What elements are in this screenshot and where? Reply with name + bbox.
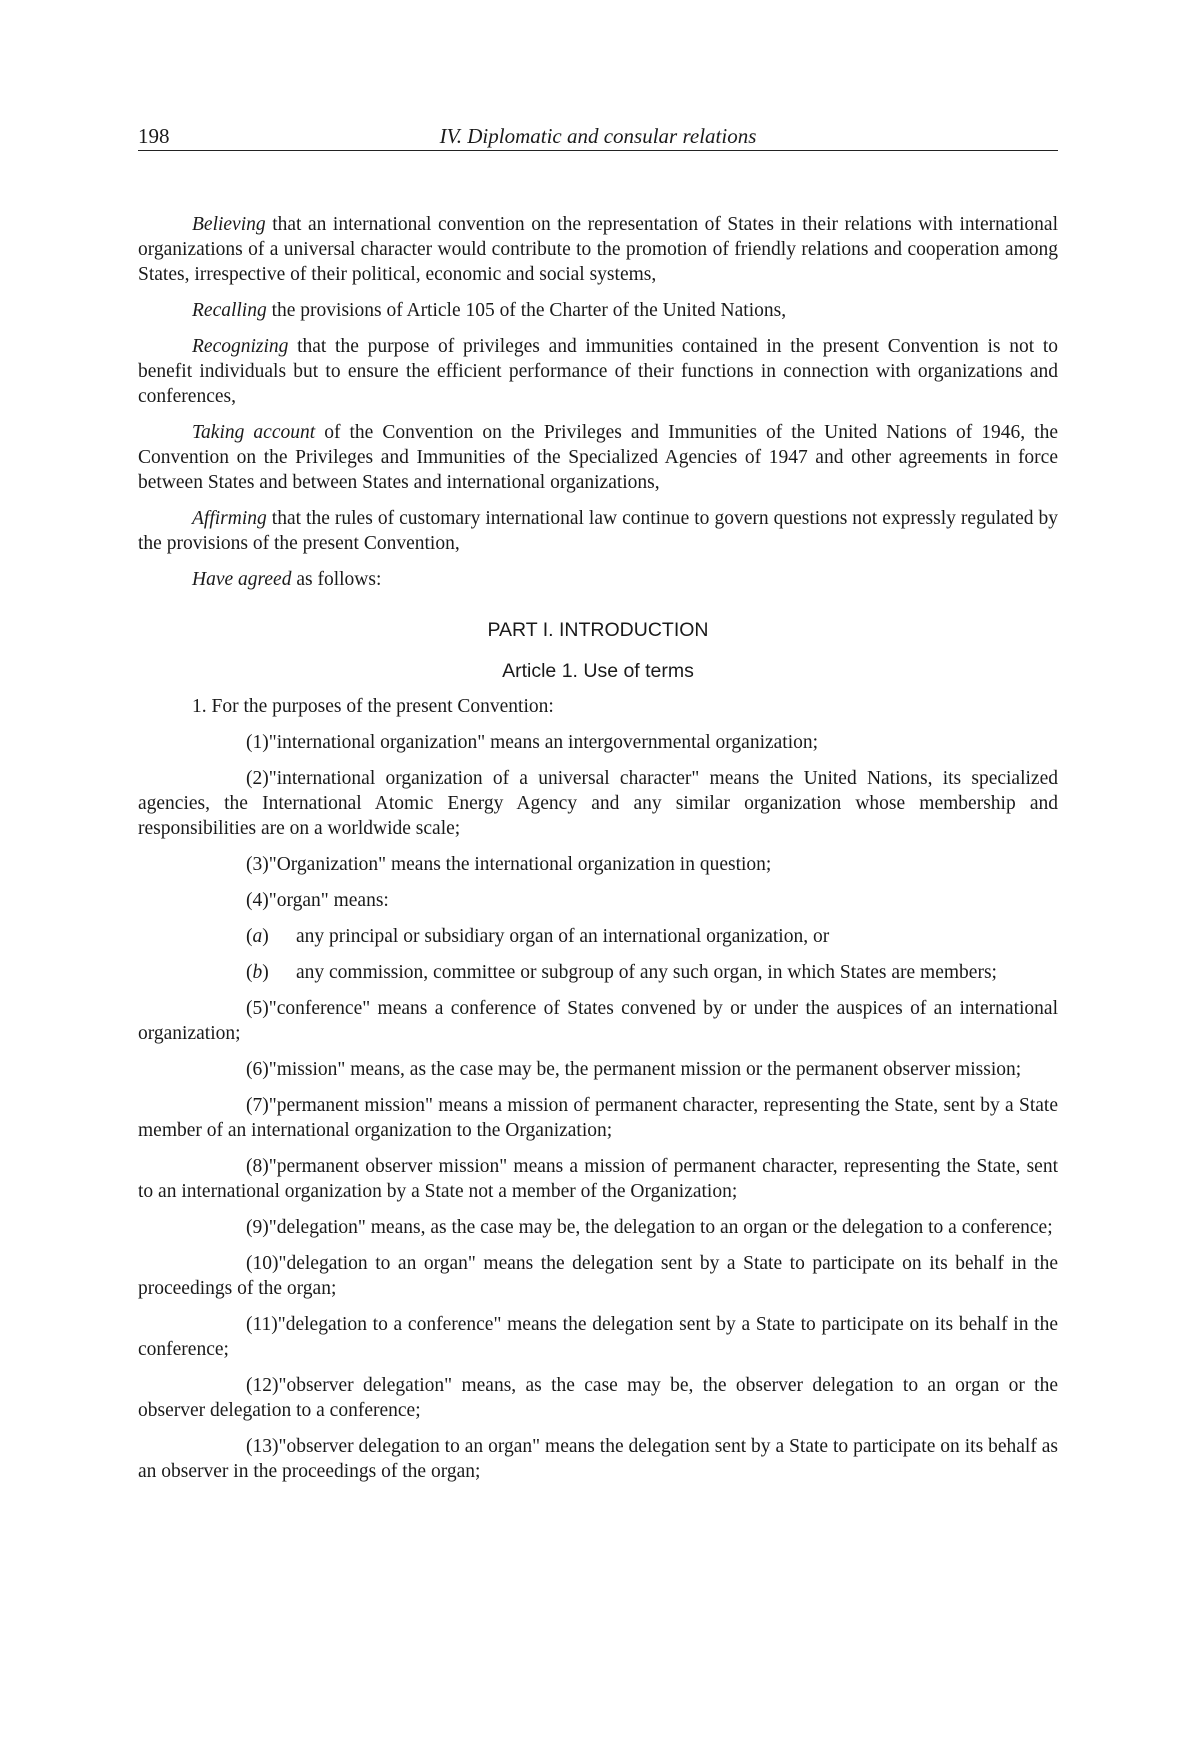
definition-item [138,1312,1058,1362]
preamble-lead: Have agreed [192,569,292,590]
definition-number: (11) [246,1314,278,1335]
preamble-text: as follows: [291,569,382,590]
preamble-text: that an international convention on the representation of States in their relations with international organizations of a universal character would contribute to the promotion of friendly relations and cooperation among States, irrespective of their political, economic and social systems, [138,214,1058,285]
preamble-lead: Taking account [192,422,316,443]
definition-item [138,1154,1058,1204]
subitem-label: (b) [246,962,269,983]
definition-text: "permanent mission" means a mission of permanent character, representing the State, sent by a State member of an international organization to the Organization; [138,1095,1058,1141]
definition-number: (5) [246,998,269,1019]
definition-text: "organ" means: [268,890,389,911]
article-heading: Article 1. Use of terms [502,660,694,682]
preamble-paragraph [138,334,1058,409]
preamble-text: of the Convention on the Privileges and Immunities of the United Nations of 1946, the Convention on the Privileges and Immunities of the Specialized Agencies of 1947 and other agreements in force between States and between States and international organizations, [138,422,1058,493]
definition-item [138,1215,1058,1240]
definition-item [138,730,1058,755]
definition-item [138,996,1058,1046]
preamble-lead: Believing [192,214,266,235]
definition-number: (12) [246,1375,279,1396]
definition-text: "delegation to a conference" means the delegation sent by a State to participate on its behalf in the conference; [138,1314,1058,1360]
preamble-paragraph [138,567,1058,592]
definition-text: "Organization" means the international organization in question; [268,854,772,875]
definition-text: "observer delegation" means, as the case may be, the observer delegation to an organ or the observer delegation to a conference; [138,1375,1058,1421]
definition-number: (3) [246,854,269,875]
definition-item [138,1251,1058,1301]
definition-text: "delegation to an organ" means the delegation sent by a State to participate on its behalf in the proceedings of the organ; [138,1253,1058,1299]
body-text [138,212,1058,1495]
definition-number: (1) [246,732,269,753]
definition-item [138,1093,1058,1143]
preamble-paragraph [138,212,1058,287]
organ-subitem [138,924,1058,949]
definition-text: "delegation" means, as the case may be, the delegation to an organ or the delegation to a conference; [268,1217,1053,1238]
definition-text: "international organization" means an intergovernmental organization; [268,732,819,753]
preamble-lead: Recalling [192,300,267,321]
definition-number: (2) [246,768,269,789]
definition-item [138,888,1058,913]
preamble-text: that the rules of customary international law continue to govern questions not expressly regulated by the provisions of the present Convention, [138,508,1058,554]
subitem-label: (a) [246,926,269,947]
definition-number: (4) [246,890,269,911]
preamble-paragraph [138,298,1058,323]
definition-item [138,1373,1058,1423]
definition-number: (7) [246,1095,269,1116]
definition-item [138,1434,1058,1484]
running-section-title: IV. Diplomatic and consular relations [439,124,757,148]
definition-number: (6) [246,1059,269,1080]
preamble-lead: Affirming [192,508,267,529]
part-heading: PART I. INTRODUCTION [487,619,709,641]
preamble-lead: Recognizing [192,336,289,357]
definition-number: (13) [246,1436,279,1457]
definition-number: (8) [246,1156,269,1177]
subitem-text: any commission, committee or subgroup of any such organ, in which States are members; [296,962,997,983]
preamble-paragraph [138,506,1058,556]
definition-number: (10) [246,1253,279,1274]
running-header [138,122,1058,151]
preamble-text: that the purpose of privileges and immunities contained in the present Convention is not to benefit individuals but to ensure the efficient performance of their functions in connection with organizations and conferences, [138,336,1058,407]
subitem-text: any principal or subsidiary organ of an international organization, or [296,926,830,947]
definition-item [138,766,1058,841]
definition-text: "permanent observer mission" means a mission of permanent character, representing the State, sent to an international organization by a State not a member of the Organization; [138,1156,1058,1202]
definition-text: "conference" means a conference of States convened by or under the auspices of an international organization; [138,998,1058,1044]
preamble-paragraph [138,420,1058,495]
definition-item [138,852,1058,877]
definition-text: "observer delegation to an organ" means the delegation sent by a State to participate on its behalf as an observer in the proceedings of the organ; [138,1436,1058,1482]
preamble-text: the provisions of Article 105 of the Charter of the United Nations, [266,300,787,321]
organ-subitem [138,960,1058,985]
definition-text: "international organization of a universal character" means the United Nations, its specialized agencies, the International Atomic Energy Agency and any similar organization whose membership and responsibilities are on a worldwide scale; [138,768,1058,839]
article-intro: 1. For the purposes of the present Convention: [192,696,554,717]
definition-number: (9) [246,1217,269,1238]
page-number: 198 [138,124,170,148]
definition-text: "mission" means, as the case may be, the permanent mission or the permanent observer mission; [268,1059,1022,1080]
definition-item [138,1057,1058,1082]
